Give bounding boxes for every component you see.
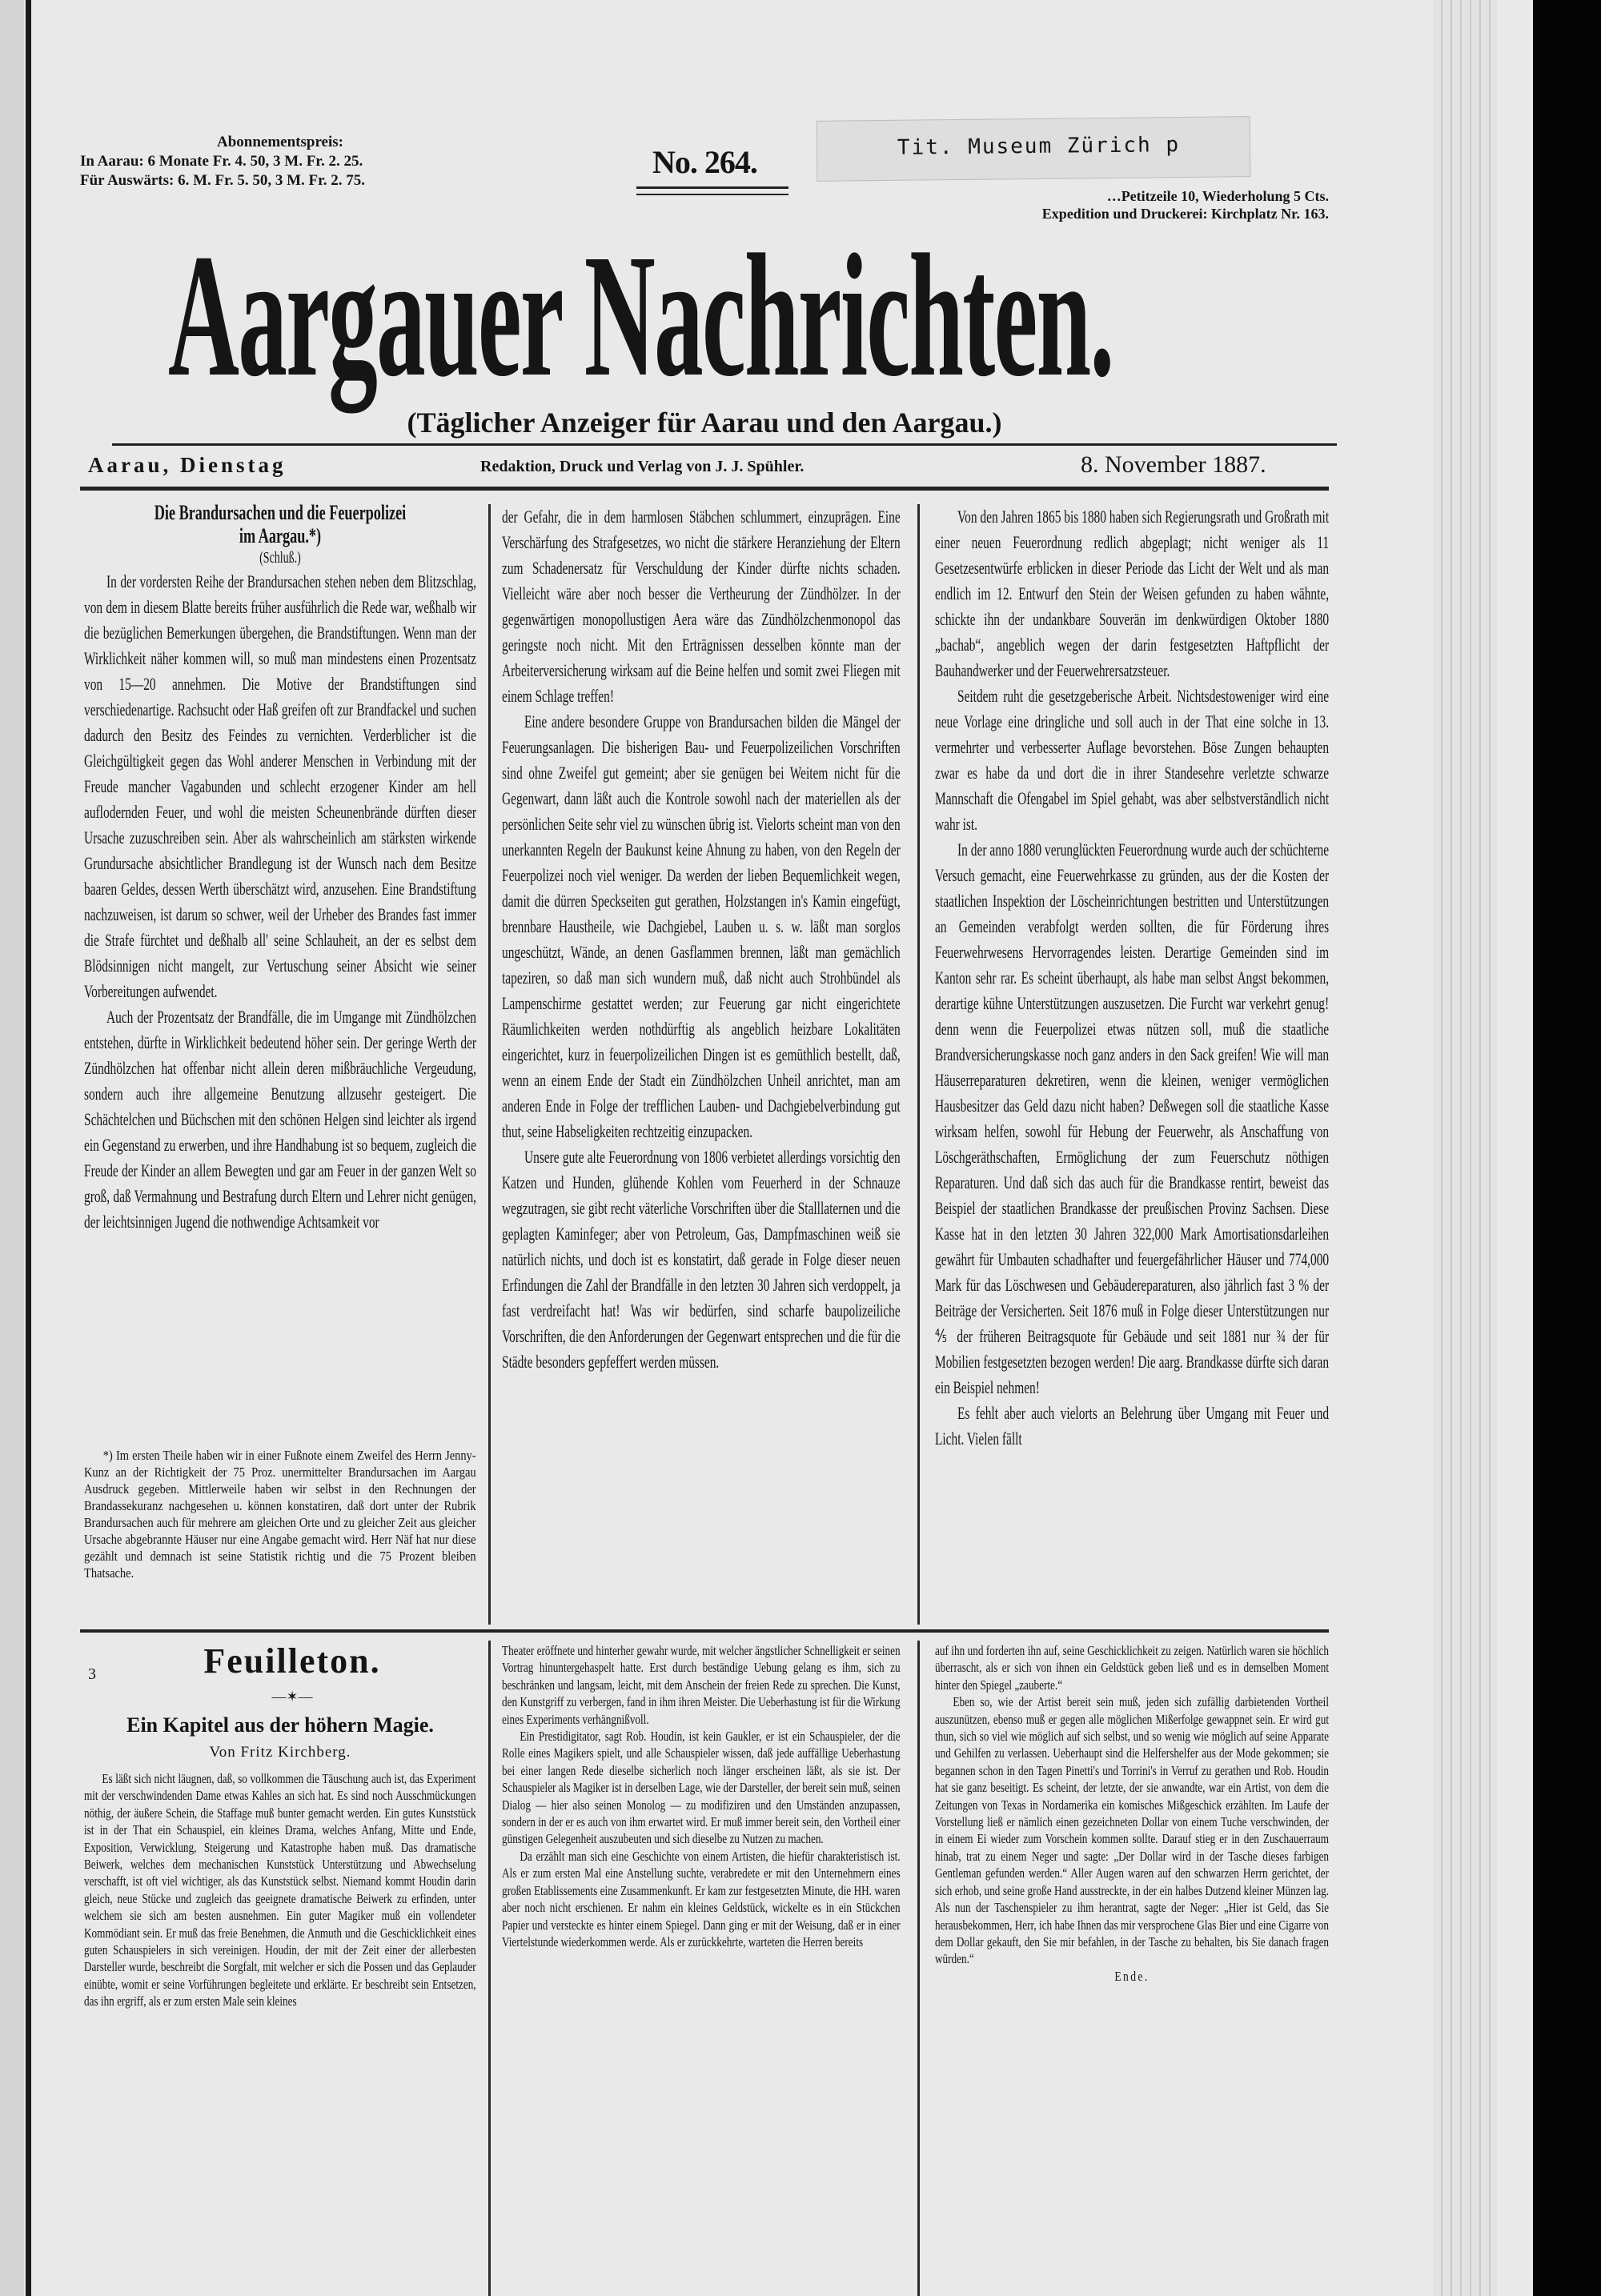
column-divider xyxy=(917,1641,920,2296)
article-column-1 xyxy=(84,501,476,1235)
column-divider xyxy=(488,1641,491,2296)
publisher-line: Redaktion, Druck und Verlag von J. J. Spühler. xyxy=(480,458,805,475)
scan-right-border xyxy=(1533,0,1601,2296)
story-paragraph: Theater eröffnete und hinterher gewahr wurde, mit welcher ängstlicher Schnelligkeit er seinen Vortrag hinuntergehaspelt hatte. Erst durch beständige Uebung gelang es ihm, sich zu beschränken und langsam, leicht, mit dem Anschein der freien Rede zu sprechen. Die Kunst, den Kunstgriff zu verbergen, fand in ihm ihren Meister. Die Ueberhastung ist für die Wirkung eines Experiments verhängnißvoll. xyxy=(502,1643,901,1727)
dateline-rule xyxy=(80,487,1329,491)
newspaper-title: Aargauer Nachrichten. xyxy=(168,218,1113,413)
subscription-title: Abonnementspreis: xyxy=(217,134,343,150)
article-continuation: (Schluß.) xyxy=(259,549,301,567)
stacked-page-edges xyxy=(1433,0,1497,2296)
subscription-prices xyxy=(80,133,480,190)
article-title-line2: im Aargau.*) xyxy=(239,524,322,547)
expedition-address: Expedition und Druckerei: Kirchplatz Nr. 163. xyxy=(1041,206,1329,222)
article-paragraph: Unsere gute alte Feuerordnung von 1806 verbietet allerdings vorsichtig den Katzen und Hunden, glühende Kohlen vom Feuerherd in der Schnauze wegzutragen, sie gibt recht väterliche Vorschriften über die Stalllaternen und die geplagten Kaminfeger; aber von Petroleum, Gas, Dampfmaschinen weiß sie natürlich nichts, und doch ist es konstatirt, daß gerade in Folge dieser neuen Erfindungen die Zahl der Brandfälle in den letzten 30 Jahren sich verdoppelt, ja fast verdreifacht hat! Was wir bedürfen, sind scharfe baupolizeiliche Vorschriften, die den Anforderungen der Gegenwart entsprechen und die für die Städte besonders gepfeffert werden müssen. xyxy=(502,1147,901,1372)
article-paragraph: der Gefahr, die in dem harmlosen Stäbchen schlummert, einzuprägen. Eine Verschärfung des Strafgesetzes, wo nicht die stärkere Heranziehung der Eltern zum Schadenersatz für Verschuldung der Kinder dürfte nichts schaden. Vielleicht wäre aber noch besser die Vertheurung der Zündhölzer. In der gegenwärtigen monopollustigen Aera wäre das Zündhölzchenmonopol das geringste noch nicht. Mit den Erträgnissen desselben könnte man der Arbeiterversicherung wirksam auf die Beine helfen und somit zwei Fliegen mit einem Schlage treffen! xyxy=(502,507,901,706)
story-paragraph: auf ihn und forderten ihn auf, seine Geschicklichkeit zu zeigen. Natürlich waren sie höchlich überrascht, als er sich von ihnen ein Geldstück geben ließ und es in demselben Moment hinter den Spiegel „zauberte.“ xyxy=(935,1643,1329,1693)
newspaper-subtitle: (Täglicher Anzeiger für Aarau und den Aargau.) xyxy=(407,407,1002,439)
article-paragraph: In der vordersten Reihe der Brandursachen stehen neben dem Blitzschlag, von dem in diesem Blatte bereits früher ausführlich die Rede war, weßhalb wir die bezüglichen Bemerkungen übergehen, die Brandstiftungen. Wenn man der Wirklichkeit näher kommen will, so muß man mindestens einen Prozentsatz von 15—20 annehmen. Die Motive der Brandstiftungen sind verschiedenartige. Rachsucht oder Haß greifen oft zur Brandfackel und suchen dadurch den Besitz des Feindes zu vernichten. Verderblicher ist die Gleichgültigkeit gegen das Wohl anderer Menschen in Verbindung mit der Freude mancher Vagabunden und schlecht erzogener Kinder am hell auflodernden Feuer, und wohl die meisten Scheunenbrände dürften dieser Ursache zuzuschreiben sein. Aber als wahrscheinlich am stärksten wirkende Grundursache absichtlicher Brandlegung ist der Wunsch nach dem Besitze baaren Geldes, dessen Werth überschätzt wird, anzusehen. Eine Brandstiftung nachzuweisen, ist darum so schwer, weil der Urheber des Brandes fast immer die Strafe fürchtet und deßhalb all' seine Schlauheit, an der es selbst dem Blödsinnigen nicht mangelt, zur Vertuschung seiner Absicht wie seiner Vorbereitungen aufwendet. xyxy=(84,571,476,1001)
place-day: Aarau, Dienstag xyxy=(88,453,287,477)
address-label-text: Tit. Museum Zürich p xyxy=(897,133,1181,160)
footnote-text: *) Im ersten Theile haben wir in einer Fußnote einem Zweifel des Herrn Jenny-Kunz an der Richtigkeit der 75 Proz. unermittelter Brandursachen im Aargau Ausdruck gegeben. Mittlerweile haben wir selbst in den Rechnungen der Brandassekuranz nachgesehen u. können konstatiren, daß dort unter der Rubrik Brandursachen auch für mehrere am gleichen Orte und zu gleicher Zeit aus gleicher Ursache abgebrannte Häuser nur eine Angabe gemacht wird. Herr Näf hat nur diese gezählt und demnach ist seine Statistik richtig und die 75 Prozent bleiben Thatsache. xyxy=(84,1448,476,1581)
story-paragraph: Eben so, wie der Artist bereit sein muß, jeden sich zufällig darbietenden Vortheil auszunützen, ebenso muß er gegen alle möglichen Mißerfolge gewappnet sein. Er wird gut thun, sich so viel wie möglich auf sich selbst, und so wenig wie möglich auf seine Apparate und Gehilfen zu verlassen. Ueberhaupt sind die Helfershelfer aus der Mode gekommen; sie begannen schon in den Tagen Pinetti's und Torrini's in Verruf zu gerathen und Rob. Houdin hat sie ganz beseitigt. Es scheint, der letzte, der sie anwandte, war ein Artist, von dem die Zeitungen von Texas in Nordamerika ein komisches Mißgeschick erzählten. Im Laufe der Vorstellung ließ er nämlich einen gezeichneten Dollar von einem Tuche verschwinden, der in einem Ei wieder zum Vorschein kommen sollte. Darauf stieg er in den Zuschauerraum hinab, trat zu einem Neger und sagte: „Der Dollar wird in der Tasche dieses farbigen Gentleman gefunden werden.“ Aller Augen waren auf den schwarzen Herrn gerichtet, der sich erhob, und seine große Hand ausstreckte, in der ein halbes Dutzend kleiner Münzen lag. Als nun der Taschenspieler zu ihm herantrat, sagte der Neger: „Hier ist Geld, das Sie herausbekommen, Herr, ich habe Ihnen das mir versprochene Glas Bier und eine Cigarre von dem Dollar gekauft, den Sie mir befahlen, in der Tasche zu behalten, bis Sie danach fragen würden.“ xyxy=(935,1694,1329,1967)
story-author: Von Fritz Kirchberg. xyxy=(209,1744,351,1761)
feuilleton-rule xyxy=(80,1629,1329,1633)
insertion-price: …Petitzeile 10, Wiederholung 5 Cts. xyxy=(1106,188,1329,204)
issue-date: 8. November 1887. xyxy=(1081,451,1266,478)
story-title: Ein Kapitel aus der höhern Magie. xyxy=(126,1713,434,1737)
article-title-line1: Die Brandursachen und die Feuerpolizei xyxy=(154,501,407,524)
article-paragraph: Es fehlt aber auch vielorts an Belehrung über Umgang mit Feuer und Licht. Vielen fällt xyxy=(935,1403,1330,1449)
story-paragraph: Ein Prestidigitator, sagt Rob. Houdin, ist kein Gaukler, er ist ein Schauspieler, der die Rolle eines Magikers spielt, und alle Schauspieler wissen, daß jede auffällige Ueberhastung bei einer langen Rede dieselbe sicherlich noch länger erscheinen läßt, als sie ist. Der Schauspieler als Magiker ist in derselben Lage, wie der Darsteller, der bereit sein muß, seinen Dialog — hier also seinen Monolog — zu modifiziren und den Umständen anzupassen, sondern in der er es auch von ihm erwartet wird. Er muß immer bereit sein, den Vortheil einer günstigen Gelegenheit auszubeuten und sich dieselbe zu Nutzen zu machen. xyxy=(502,1729,901,1847)
story-end: Ende. xyxy=(1114,1968,1150,1984)
scan-left-margin xyxy=(0,0,24,2296)
article-footnote xyxy=(84,1447,476,1581)
subscription-outside: Für Auswärts: 6. M. Fr. 5. 50, 3 M. Fr. 2. 75. xyxy=(80,172,366,189)
article-column-2 xyxy=(502,504,901,1375)
story-paragraph: Es läßt sich nicht läugnen, daß, so vollkommen die Täuschung auch ist, das Experiment mit der verschwindenden Dame etwas Kahles an sich hat. Es sind noch Ausschmückungen nöthig, der äußere Schein, die Staffage muß bunter gemacht werden. Ein gutes Kunststück ist in der That ein Schauspiel, ein kleines Drama, welches Anfang, Mitte und Ende, Exposition, Verwicklung, Steigerung und Katastrophe haben muß. Das dramatische Beiwerk, welches dem mechanischen Kunststück Unterstützung und Abwechselung verschafft, ist oft viel wichtiger, als das Kunststück selbst. Niemand kommt Houdin darin gleich, neue Stücke und zugleich das geeignete dramatische Beiwerk zu erfinden, unter welchem sie sich am besten ausnehmen. Ein guter Magiker muß ein vollendeter Kommödiant sein. Er muß das freie Benehmen, die Anmuth und die Geschicklichkeit eines guten Schauspielers in sich vereinigen. Houdin, der mit der Zeit einer der allerbesten Darsteller wurde, beschreibt die Sorgfalt, mit welcher er sich die Possen und das Geplauder einübte, womit er seine Vorführungen begleitete und erklärte. Er beschreibt sein Entsetzen, das ihn ergriff, als er zum ersten Male sein kleines xyxy=(84,1771,476,2010)
feuilleton-heading: Feuilleton. xyxy=(203,1641,381,1681)
feuilleton-column-2 xyxy=(502,1642,901,1950)
feuilleton-column-3 xyxy=(935,1642,1329,1985)
masthead-rule xyxy=(112,443,1337,446)
article-paragraph: In der anno 1880 verunglückten Feuerordnung wurde auch der schüchterne Versuch gemacht, eine Feuerwehrkasse zu gründen, aus der die Kosten der staatlichen Inspektion der Löscheinrichtungen bestritten und Unterstützungen an Gemeinden verabfolgt werden sollten, die für Förderung ihres Feuerwehrwesens Hervorragendes leisten. Derartige Gemeinden sind im Kanton sehr rar. Es scheint überhaupt, als habe man selbst Angst bekommen, derartige kühne Unterstützungen auszusetzen. Die Furcht war verkehrt genug! denn wenn die Feuerpolizei etwas nützen soll, muß die staatliche Brandversicherungskasse noch ganz anders in den Sack greifen! Wie will man Häuserreparaturen dekretiren, wenn die kleinen, weniger vermöglichen Hausbesitzer das Geld dazu nicht haben? Deßwegen soll die staatliche Kasse wirksam helfen, sowohl für Hebung der Feuerwehr, als Anschaffung von Löschgeräthschaften, Ermöglichung der zum Feuerschutz nöthigen Reparaturen. Und daß sich das auch für die Brandkasse rentirt, beweist das Beispiel der staatlichen Brandkasse der preußischen Provinz Sachsen. Diese Kasse hat in den letzten 30 Jahren 322,000 Mark Amortisationsdarleihen gewährt für Umbauten schadhafter und feuergefährlicher Häuser und 774,000 Mark für das Löschwesen und Gebäudereparaturen, also jährlich fast 3 % der Beiträge der Versicherten. Seit 1876 muß in Folge dieser Unterstützungen nur ⅘ der früheren Beitragsquote für Gebäude und seit 1881 nur ¾ der für Mobilien festgesetzten bezogen werden! Die aarg. Brandkasse dürfte sich daran ein Beispiel nehmen! xyxy=(935,839,1330,1397)
article-paragraph: Von den Jahren 1865 bis 1880 haben sich Regierungsrath und Großrath mit einer neuen Feuerordnung redlich abgeplagt; nicht weniger als 11 Gesetzesentwürfe erblicken in dieser Periode das Licht der Welt und als man endlich im 12. Entwurf den Stein der Weisen gefunden zu haben wähnte, schickte ihn der undankbare Souverän im denkwürdigen Oktober 1880 „bachab“, angeblich wegen der darin festgesetzten Haftpflicht der Bauhandwerker und der Feuerwehrersatzsteuer. xyxy=(935,507,1330,680)
article-paragraph: Seitdem ruht die gesetzgeberische Arbeit. Nichtsdestoweniger wird eine neue Vorlage eine dringliche und soll auch in der That eine solche in 13. vermehrter und verbesserter Auflage bevorstehen. Böse Zungen behaupten zwar es habe da und dort die in ihrer Standesehre verletzte schwarze Mannschaft die Ofengabel im Spiel gehabt, was aber selbstverständlich nicht wahr ist. xyxy=(935,686,1330,834)
scan-left-border xyxy=(26,0,31,2296)
subscription-local: In Aarau: 6 Monate Fr. 4. 50, 3 M. Fr. 2. 25. xyxy=(80,153,363,170)
column-divider xyxy=(917,504,920,1625)
issue-underline xyxy=(636,186,788,195)
column-divider xyxy=(488,504,491,1625)
article-paragraph: Auch der Prozentsatz der Brandfälle, die im Umgange mit Zündhölzchen entstehen, dürfte in Wirklichkeit bedeutend höher sein. Der geringe Werth der Zündhölzchen hat offenbar nicht allein deren mißbräuchliche Vergeudung, sondern auch ihre allgemeine Benutzung allzusehr gesteigert. Die Schächtelchen und Büchschen mit den schönen Helgen sind leichter als irgend ein Gegenstand zu erwerben, und ihre Handhabung ist so bequem, zugleich die Freude der Kinder an allem Bewegten und gar am Feuer in der ganzen Welt so groß, daß Vermahnung und Bestrafung durch Eltern und Lehrer nicht genügen, der leichtsinnigen Jugend die nothwendige Achtsamkeit vor xyxy=(84,1007,476,1232)
ornament-divider: —✶— xyxy=(271,1689,313,1705)
story-paragraph: Da erzählt man sich eine Geschichte von einem Artisten, die hiefür charakteristisch ist. Als er zum ersten Mal eine Anstellung suchte, verabredete er mit den Unternehmern eines großen Etablissements eine Zusammenkunft. Er kam zur festgesetzten Minute, die HH. waren aber noch nicht erschienen. Er nahm ein kleines Geldstück, wickelte es in ein Stückchen Papier und versteckte es hinter einem Spiegel. Dann ging er mit der Weisung, daß er in einer Viertelstunde wiederkommen werde. Als er zurückkehrte, warteten die Herren bereits xyxy=(502,1848,901,1949)
address-label xyxy=(817,116,1251,182)
feuilleton-column-1 xyxy=(84,1770,476,2010)
article-column-3 xyxy=(935,504,1329,1452)
feuilleton-number: 3 xyxy=(88,1665,96,1683)
article-paragraph: Eine andere besondere Gruppe von Brandursachen bilden die Mängel der Feuerungsanlagen. Die bisherigen Bau- und Feuerpolizeilichen Vorschriften sind ohne Zweifel gut gemeint; aber sie genügen bei Weitem nicht für die Gegenwart, dann läßt auch die Kontrole sowohl nach der materiellen als der persönlichen Seite sehr viel zu wünschen übrig ist. Vielorts scheint man von den unerkannten Regeln der Baukunst keine Ahnung zu haben, von den Regeln der Feuerpolizei noch viel weniger. Da werden der lieben Bequemlichkeit wegen, damit die dürren Speckseiten gut gerathen, Holzstangen in's Kamin eingefügt, brennbare Haustheile, wie Dachgiebel, Lauben u. s. w. läßt man sorglos ungeschützt, Wände, an denen Gasflammen brennen, läßt man gemächlich tapeziren, so daß man sich wundern muß, daß nicht auch Strohbündel als Lampenschirme gestattet werden; zur Feuerung gar nicht eingerichtete Räumlichkeiten werden nothdürftig als angeblich heizbare Lokalitäten eingerichtet, kurz in feuerpolizeilichen Dingen ist es gemüthlich bestellt, daß, wenn an einem Ende der Stadt ein Zündhölzchen Unheil anrichtet, man am anderen Ende in Folge der trefflichen Lauben- und Dachgiebelverbindung gut thut, seine Habseligkeiten rechtzeitig einzupacken. xyxy=(502,711,901,1141)
issue-number: No. 264. xyxy=(652,144,757,180)
